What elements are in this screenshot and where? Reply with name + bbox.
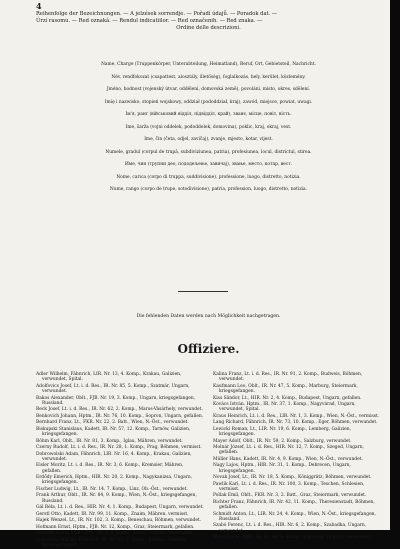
list-item: Kaufmann Leo, Oblt., IR. Nr. 47, 5. Komp., Marburg, Steiermark, kriegsgefangen.	[213, 383, 358, 395]
list-item: Jankowski Marian, Fähnrich, IR. Nr. 13, 8. Komp., Krakau, Galizien, kriegsgefangen.	[36, 537, 187, 548]
list-item: Nagy Lajos, Hptm., HIR. Nr. 31, 1. Komp., Debrecen, Ungarn, kriegsgefangen.	[213, 463, 351, 474]
legend-line: Név, rendfokozat (csapattest, alosztály, illetőség), foglalkozás, hely, kerület, közlemény.	[111, 74, 306, 80]
page-number: 4	[36, 1, 42, 11]
list-item: Adolfovics Josef, Lt. i. d. Res., IR. Nr. 85, 5. Komp., Szatmár, Ungarn, verwundet.	[36, 383, 190, 395]
list-item: Fischer Ludwig, Lt., IR. Nr. 14, 7. Komp., Linz, Ob.-Öst., verwundet.	[36, 486, 188, 492]
list-item: Benkovich Johann, Hptm., IR. Nr. 76, 10. Komp., Sopron, Ungarn, gefallen.	[36, 413, 204, 419]
list-item: Dobrowolski Adam, Fähnrich, LIR. Nr. 16, 4. Komp., Krakau, Galizien, verwundet.	[36, 451, 192, 462]
section-title: Offiziere.	[177, 342, 240, 356]
legend-line: Име, чин (трупни део, пододељење, завичај), звање, место, котар, вест.	[124, 162, 293, 167]
list-item: Hajek Wenzel, Lt., IR. Nr. 102, 3. Komp., Beneschau, Böhmen, verwundet.	[36, 518, 202, 524]
list-item: Szabó Ferenc, Lt. i. d. Res., HIR. Nr. 6, 2. Komp., Szabadka, Ungarn, verwundet.	[213, 523, 367, 534]
list-item: Kalina Franz, Lt. i. d. Res., IR. Nr. 91, 2. Komp., Budweis, Böhmen, verwundet.	[213, 372, 363, 383]
list-item: Hofmann Ernst, Hptm., FJB. Nr. 12, Komp., Graz, Steiermark, gefallen.	[36, 524, 195, 530]
list-item: Gál Béla, Lt. i. d. Res., HIR. Nr. 4, 1. Komp., Budapest, Ungarn, verwundet.	[36, 505, 204, 511]
legend-line: Ime, šarža (vojni oddelek, pododdelek, domovina), poklic, kraj, okraj, vest.	[125, 124, 292, 130]
separator-rule	[178, 291, 228, 292]
legend-line: Ime, čin (četa, odjel, zavičaj), zvanje, mjesto, kotar, vijest.	[144, 137, 273, 142]
list-item: Frank Arthur, Oblt., IR. Nr. 84, 9. Komp., Wien, N.-Öst., kriegsgefangen, Russland.	[36, 493, 197, 504]
list-item: Weiss Julius, Oblt., IR. Nr. 44, 8. Komp., Kaposvár, Ungarn, verwundet.	[213, 535, 372, 541]
header-line-1: Reihenfolge der Bezeichnungen. — A jelzések sorrendje. — Pořadí údajů. — Poradok dat. —	[36, 11, 278, 17]
list-item: Gerstl Otto, Kadett, IR. Nr. 99, 11. Komp., Znaim, Mähren, vermisst.	[36, 511, 189, 517]
note-text: Die fehlenden Daten werden nach Möglichkeit nachgetragen.	[136, 314, 281, 319]
list-item: Pollak Emil, Oblt., FKR. Nr. 3, 2. Batt., Graz, Steiermark, verwundet.	[213, 493, 367, 499]
list-item: Novak Josef, Lt., IR. Nr. 18, 5. Komp., Königgrätz, Böhmen, verwundet.	[213, 475, 372, 481]
list-item: Kiss Sándor, Lt., HIR. Nr. 2, 4. Komp., Budapest, Ungarn, gefallen.	[213, 395, 362, 401]
list-item: Schmidt Anton, Lt., LIR. Nr. 24, 4. Komp., Wien, N.-Öst., kriegsgefangen, Russland.	[213, 511, 376, 522]
header-line-2: Úrzí rasomu. — Red oznaká. — Rendul indicatiilor. — Red označenih. — Red znaka. —	[36, 18, 263, 24]
list-item: Mayer Adolf, Oblt., IR. Nr. 59, 2. Komp., Salzburg, verwundet.	[213, 438, 352, 444]
list-item: Müller Hans, Kadett, IR. Nr. 4, 9. Komp., Wien, N.-Öst., verwundet.	[213, 456, 363, 462]
list-item: Horváth Gyula, Oblt., HIR. Nr. 9, 2. Komp., Kassa, Ungarn, verwundet.	[36, 531, 194, 537]
list-item: Beck Josef, Lt. i. d. Res., IR. Nr. 62, 2. Komp., Maros-Vásárhely, verwundet.	[36, 407, 203, 413]
list-item: Bernhard Franz, Lt., FKR. Nr. 22, 2. Batt., Wien, N.-Öst., verwundet.	[36, 420, 189, 426]
list-item: Pawlik Karl, Lt. i. d. Res., IR. Nr. 100, 3. Komp., Teschen, Schlesien, vermisst.	[213, 481, 365, 492]
legend-line: Nume, rango (corpo de trupe, sotodivisione), patria, profession, luogo, distretto, notizia.	[109, 187, 308, 192]
legend-line: Nome, carica (corpo di truppa, suddivisione), professione, luogo, distretto, notizia.	[116, 174, 301, 180]
list-item: Adler Wilhelm, Fähnrich, LIR. Nr. 13, 4. Komp., Krakau, Galizien, verwundet, Spital.	[36, 372, 182, 383]
list-item: Biskupski Stanislaus, Kadett, IR. Nr. 57, 12. Komp., Tarnów, Galizien, kriegsgefangen.	[36, 426, 191, 438]
legend-line: Imię i nazwisko, stopień wojskowy, oddział (pododdział, kraj), zawód, miejsce, powiat, uwagi.	[104, 99, 313, 105]
legend-line: Numele, gradul (corpul de trupă, subdiviziunea, patria), profesiunea, locul, districtul, stirea.	[105, 149, 312, 155]
list-item: Molnár József, Lt. i. d. Res., HIR. Nr. 12, 7. Komp., Szeged, Ungarn, gefallen.	[213, 445, 364, 456]
list-item: Kovács István, Hptm., IR. Nr. 37, 1. Komp., Nagyvárad, Ungarn, verwundet, Spital.	[213, 402, 356, 413]
legend-line: Jméno, hodnost (vojenský útvar, oddělení, domovská země), povolání, místo, okres, sdělení.	[106, 87, 311, 92]
list-item: Erdődy Emerich, Hptm., HIR. Nr. 20, 2. Komp., Nagykanizsa, Ungarn, kriegsgefangen.	[36, 475, 193, 486]
list-item: Kraus Heinrich, Lt. i. d. Res., LIR. Nr. 1, 3. Komp., Wien, N.-Öst., vermisst.	[213, 413, 380, 419]
scan-edge-shadow	[390, 0, 400, 530]
header-line-3: Ordine delle descrizioni.	[176, 25, 241, 31]
legend-line: Ім'я, ранг (військовий відділ, підвідділ, край), званє, місце, повіт, вість.	[125, 112, 292, 117]
entries-column-right	[213, 372, 381, 542]
entries-column-left	[36, 372, 204, 549]
list-item: Richter Franz, Fähnrich, IR. Nr. 42, 11. Komp., Theresienstadt, Böhmen, gefallen.	[213, 499, 375, 511]
list-item: Eisler Moritz, Lt. i. d. Res., IR. Nr. 3, 6. Komp., Kremsier, Mähren, gefallen.	[36, 463, 184, 474]
legend-line: Name, Charge (Truppenkörper, Unterabteilung, Heimatland), Beruf, Ort, Gebietsteil, Nachricht.	[101, 62, 316, 67]
list-item: Lewicki Roman, Lt., LIR. Nr. 19, 6. Komp., Lemberg, Galizien, kriegsgefangen.	[213, 426, 351, 438]
list-item: Czerny Rudolf, Lt. i. d. Res., IR. Nr. 28, 1. Komp., Prag, Böhmen, vermisst.	[36, 445, 202, 451]
list-item: Lang Richard, Fähnrich, IR. Nr. 73, 10. Komp., Eger, Böhmen, verwundet.	[213, 420, 378, 426]
legend-block	[36, 62, 381, 200]
list-item: Böhm Karl, Oblt., IR. Nr. 81, 3. Komp., Iglau, Mähren, verwundet.	[36, 438, 183, 444]
list-item: Bakos Alexander, Oblt., FJB. Nr. 19, 3. Komp., Ungarn, kriegsgefangen, Russland.	[36, 395, 196, 406]
